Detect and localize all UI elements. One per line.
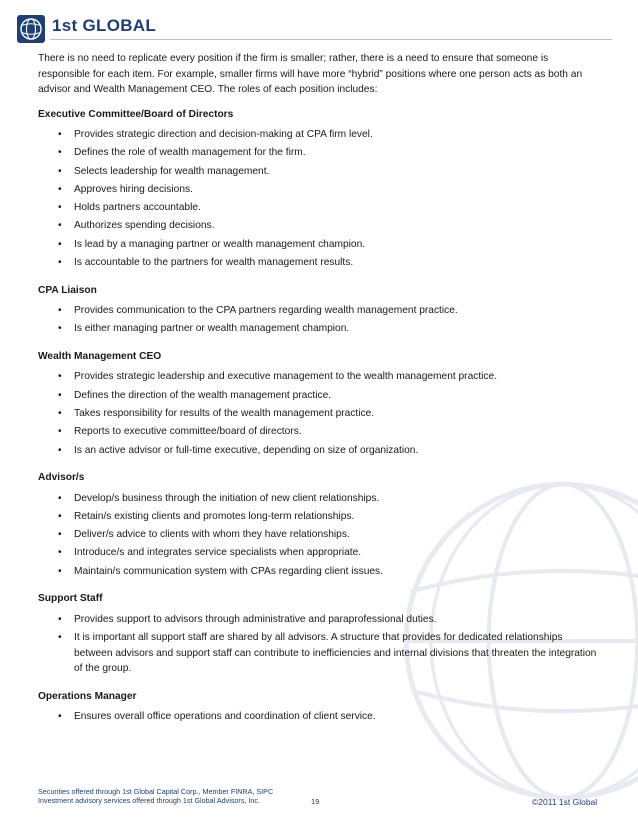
bullet-icon: • [58, 510, 62, 522]
list-item-text: Retain/s existing clients and promotes long-term relationships. [74, 510, 355, 522]
bullet-icon: • [58, 323, 62, 335]
list-item [38, 527, 603, 543]
list-item-text: Is an active advisor or full-time executive, depending on size of organization. [74, 444, 419, 456]
list-item [38, 564, 603, 580]
document-body [38, 51, 603, 737]
list-item [38, 630, 603, 677]
section-title: Executive Committee/Board of Directors [38, 108, 234, 120]
list-item-text: Reports to executive committee/board of directors. [74, 426, 302, 438]
list-item-text: Approves hiring decisions. [74, 183, 193, 195]
list-item-text: Deliver/s advice to clients with whom they have relationships. [74, 529, 350, 541]
list-item [38, 200, 603, 216]
bullet-icon: • [58, 389, 62, 401]
list-item-text: Defines the direction of the wealth management practice. [74, 389, 332, 401]
list-item [38, 491, 603, 507]
list-item-text: Ensures overall office operations and coordination of client service. [74, 711, 376, 723]
bullet-icon: • [58, 407, 62, 419]
bullet-icon: • [58, 371, 62, 383]
list-item-text: Authorizes spending decisions. [74, 220, 215, 232]
page-header [10, 14, 610, 44]
list-item [38, 709, 603, 725]
section-title: CPA Liaison [38, 284, 97, 296]
bullet-icon: • [58, 529, 62, 541]
list-item [38, 255, 603, 271]
list-item [38, 321, 603, 337]
bullet-icon: • [58, 257, 62, 269]
roles-sections [38, 107, 603, 725]
section-title: Support Staff [38, 593, 103, 605]
list-item [38, 388, 603, 404]
list-item [38, 182, 603, 198]
footer-line-1: Securities offered through 1st Global Capital Corp., Member FINRA, SIPC [38, 787, 274, 796]
bullet-icon: • [58, 711, 62, 723]
list-item [38, 127, 603, 143]
section-title: Operations Manager [38, 690, 137, 702]
list-item-text: Provides strategic leadership and executive management to the wealth management practice. [74, 371, 498, 383]
list-item [38, 303, 603, 319]
list-item-text: Selects leadership for wealth management. [74, 165, 270, 177]
section-title: Advisor/s [38, 472, 85, 484]
header-divider [50, 39, 612, 40]
list-item [38, 406, 603, 422]
bullet-icon: • [58, 632, 62, 644]
list-item-text: Is either managing partner or wealth management champion. [74, 323, 350, 335]
list-item-text: Is accountable to the partners for wealth management results. [74, 257, 354, 269]
list-item-text: Maintain/s communication system with CPAs regarding client issues. [74, 565, 383, 577]
bullet-list [38, 369, 603, 458]
bullet-icon: • [58, 492, 62, 504]
bullet-icon: • [58, 565, 62, 577]
bullet-icon: • [58, 426, 62, 438]
bullet-icon: • [58, 238, 62, 250]
page-number: 19 [311, 797, 320, 806]
list-item [38, 369, 603, 385]
list-item [38, 612, 603, 628]
list-item-text: Provides strategic direction and decision-making at CPA firm level. [74, 129, 373, 140]
list-item-text: Provides support to advisors through administrative and paraprofessional duties. [74, 613, 437, 625]
list-item-text: Develop/s business through the initiation of new client relationships. [74, 492, 380, 504]
bullet-icon: • [58, 183, 62, 195]
intro-paragraph: There is no need to replicate every position if the firm is smaller; rather, there is a need to ensure that someone is responsible for each item. For example, smaller firms will have more “hybrid” positions where one person acts as both an advisor and Wealth Management CEO. The roles of each position includes: [38, 53, 583, 95]
bullet-icon: • [58, 202, 62, 214]
globe-logo-icon [16, 14, 46, 44]
list-item [38, 218, 603, 234]
list-item-text: Takes responsibility for results of the wealth management practice. [74, 407, 375, 419]
bullet-icon: • [58, 305, 62, 317]
list-item-text: Introduce/s and integrates service specialists when appropriate. [74, 547, 362, 559]
bullet-list [38, 612, 603, 677]
list-item-text: Defines the role of wealth management for the firm. [74, 147, 306, 159]
list-item [38, 164, 603, 180]
footer-disclosure [38, 787, 273, 805]
list-item [38, 545, 603, 561]
bullet-icon: • [58, 613, 62, 625]
section-title: Wealth Management CEO [38, 350, 162, 362]
bullet-icon: • [58, 547, 62, 559]
list-item-text: Provides communication to the CPA partners regarding wealth management practice. [74, 305, 458, 317]
bullet-icon: • [58, 220, 62, 232]
list-item [38, 424, 603, 440]
list-item-text: It is important all support staff are shared by all advisors. A structure that provides for dedicated relationships between advisors and support staff can contribute to inefficiencies and internal divisions that threaten the integration of the group. [74, 632, 597, 675]
list-item [38, 509, 603, 525]
bullet-list [38, 709, 603, 725]
list-item [38, 237, 603, 253]
list-item-text: Holds partners accountable. [74, 202, 201, 214]
bullet-icon: • [58, 165, 62, 177]
bullet-icon: • [58, 147, 62, 159]
bullet-icon: • [58, 129, 62, 140]
list-item-text: Is lead by a managing partner or wealth management champion. [74, 238, 366, 250]
bullet-list [38, 127, 603, 271]
bullet-list [38, 303, 603, 337]
copyright: ©2011 1st Global [532, 797, 598, 807]
list-item [38, 443, 603, 459]
bullet-list [38, 491, 603, 580]
footer-line-2: Investment advisory services offered through 1st Global Advisors, Inc. [38, 796, 260, 805]
list-item [38, 145, 603, 161]
bullet-icon: • [58, 444, 62, 456]
brand-name: 1st GLOBAL [52, 16, 157, 35]
